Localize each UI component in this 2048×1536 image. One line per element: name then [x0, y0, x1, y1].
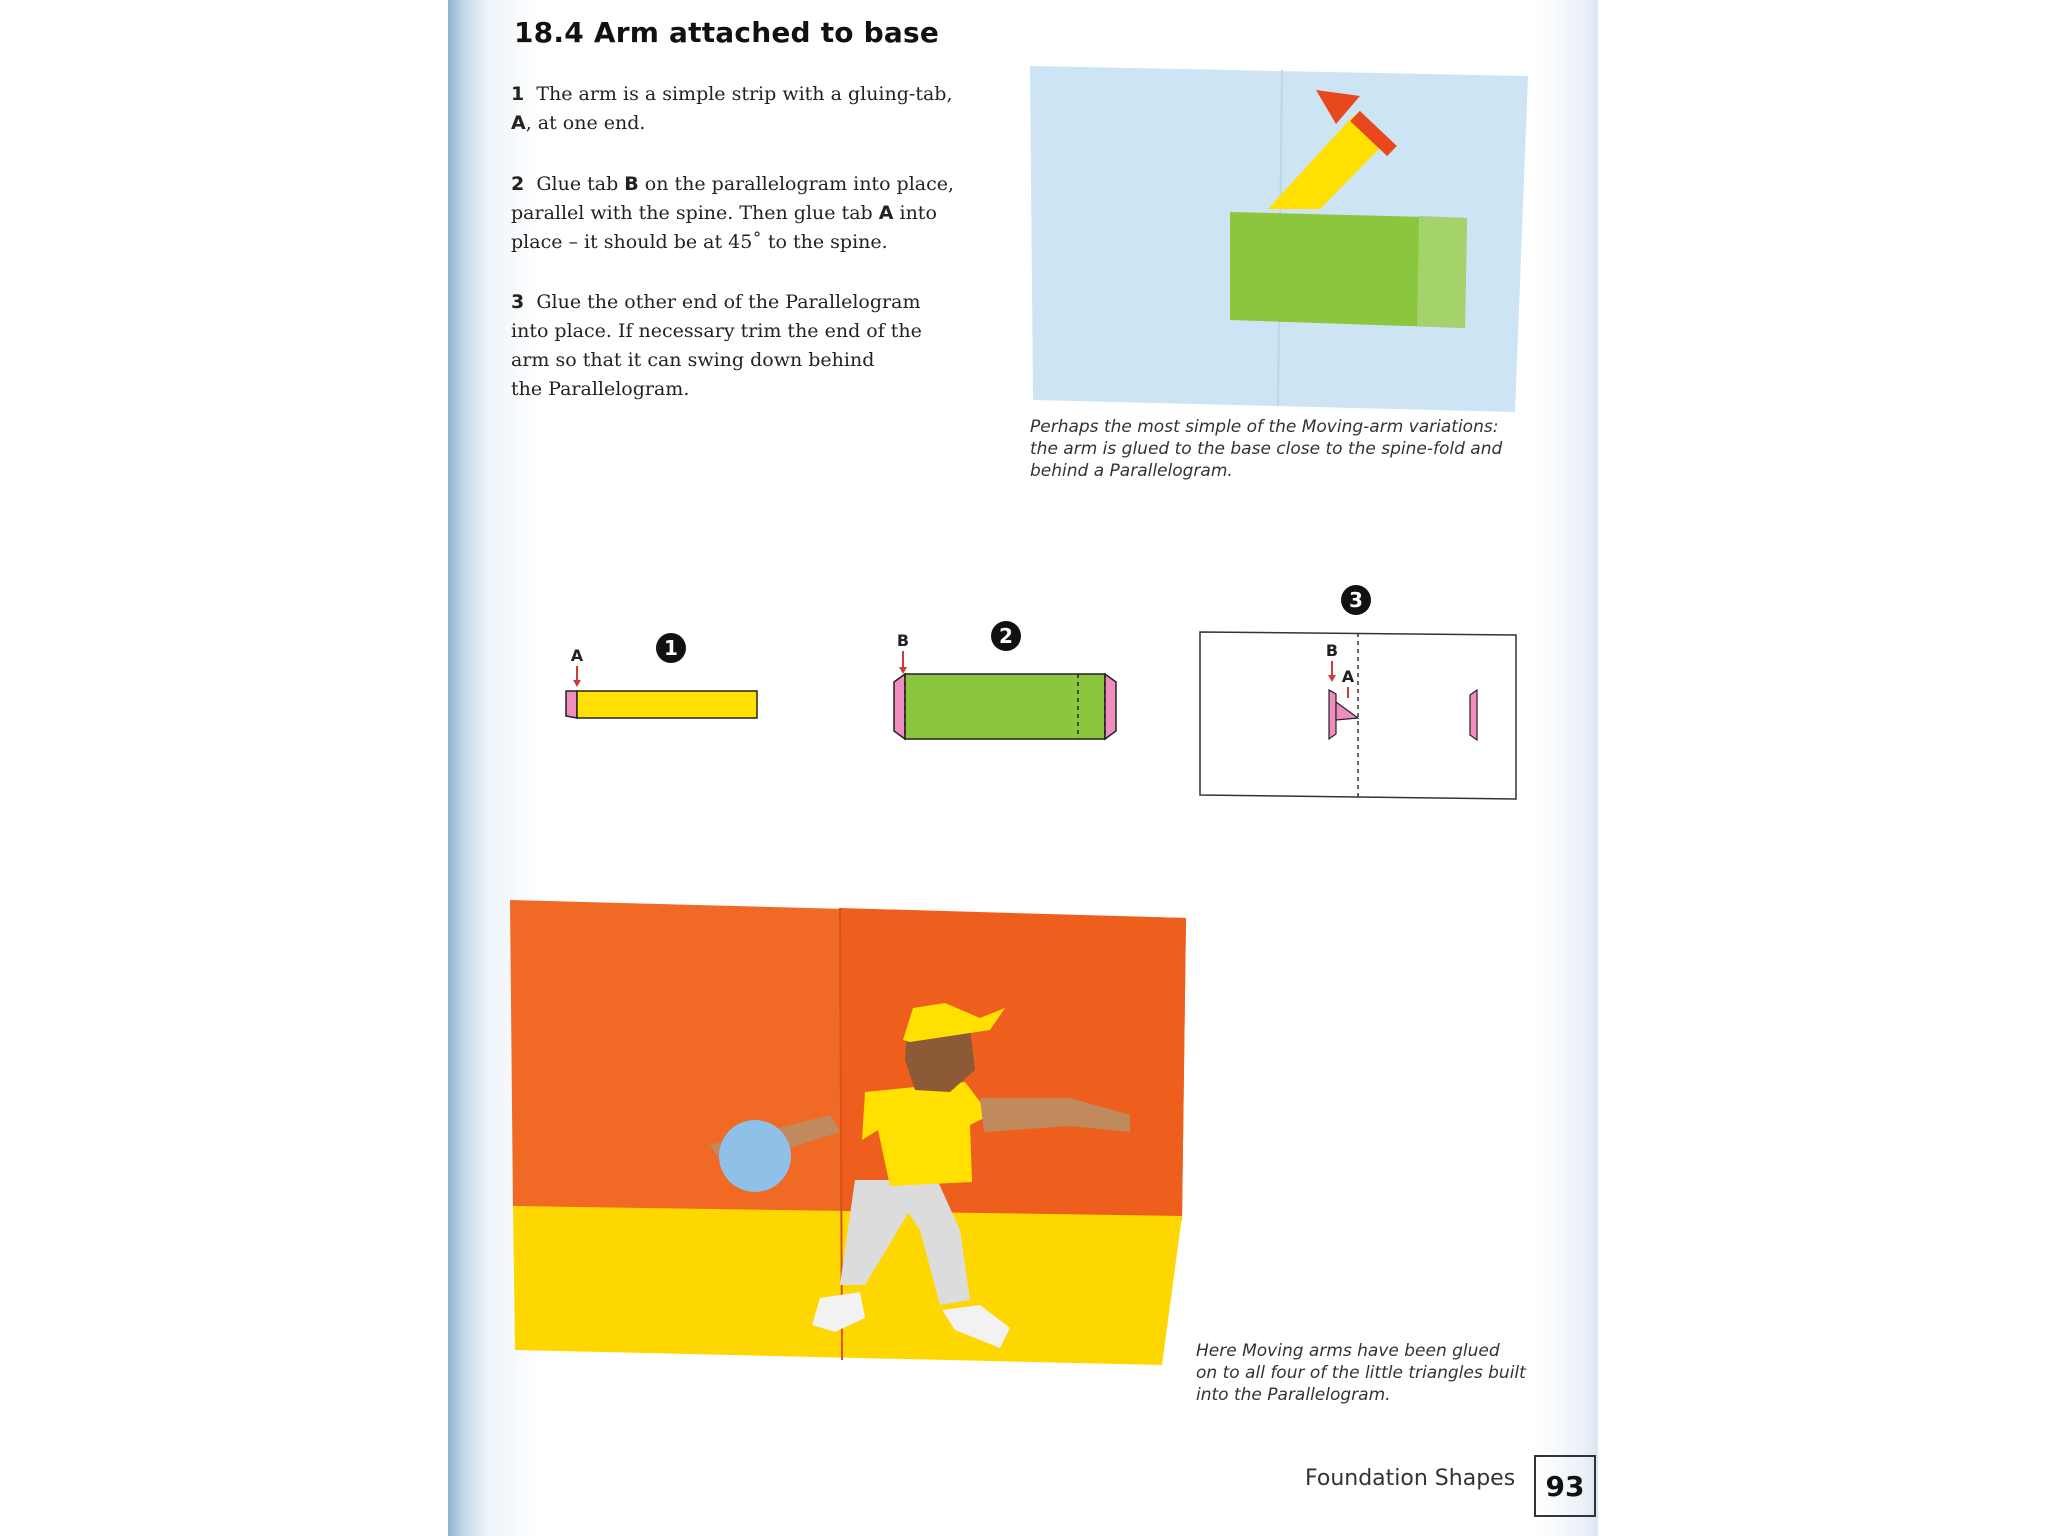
diagram-2-tab-b	[894, 674, 905, 739]
diagram-2-green-panel	[905, 674, 1105, 739]
caption-top-line-2: the arm is glued to the base close to the spine-fold and	[1030, 439, 1503, 459]
diagram-1-badge-number: 1	[664, 636, 678, 660]
caption-bottom-line-3: into the Parallelogram.	[1196, 1385, 1391, 1405]
step-2-tab-b: B	[624, 173, 639, 195]
diagram-1-label-a: A	[570, 646, 584, 665]
caption-bottom-line-1: Here Moving arms have been glued	[1196, 1341, 1500, 1361]
step-2-line-3: place – it should be at 45˚ to the spine.	[511, 231, 888, 253]
step-2	[511, 170, 954, 257]
diagram-3	[1196, 582, 1526, 802]
step-3-line-3: arm so that it can swing down behind	[511, 349, 875, 371]
step-1-line-1: The arm is a simple strip with a gluing-tab,	[536, 83, 953, 105]
diagram-3-label-b: B	[1325, 641, 1339, 660]
step-3-number: 3	[511, 291, 525, 313]
caption-bottom-line-2: on to all four of the little triangles built	[1196, 1363, 1526, 1383]
diagram-2-pointer-head	[899, 667, 907, 674]
step-3-line-1: Glue the other end of the Parallelogram	[536, 291, 921, 313]
step-3-line-4: the Parallelogram.	[511, 378, 690, 400]
caption-top	[1030, 416, 1502, 482]
diagram-1-yellow-strip	[577, 691, 757, 718]
step-1	[511, 80, 953, 138]
step-2-line-1a: Glue tab	[536, 173, 625, 195]
footer-section-name: Foundation Shapes	[1305, 1466, 1516, 1491]
green-card-fold	[1417, 216, 1467, 328]
bowler-popup-photo	[510, 900, 1186, 1370]
diagram-3-tab-b	[1329, 690, 1336, 739]
diagram-2-end-tab	[1105, 674, 1116, 739]
diagram-1-tab-a	[566, 691, 577, 718]
diagram-2-badge-number: 2	[999, 624, 1013, 648]
diagram-3-badge-number: 3	[1349, 588, 1363, 612]
diagram-1-pointer-head	[573, 680, 581, 687]
step-3-line-2: into place. If necessary trim the end of the	[511, 320, 922, 342]
step-1-line-2: , at one end.	[525, 112, 646, 134]
step-2-line-1b: on the parallelogram into place,	[638, 173, 955, 195]
step-2-line-2a: parallel with the spine. Then glue tab	[511, 202, 879, 224]
step-3	[511, 288, 922, 404]
diagram-2	[888, 614, 1138, 744]
caption-bottom	[1196, 1340, 1526, 1406]
caption-top-line-1: Perhaps the most simple of the Moving-arm variations:	[1030, 417, 1499, 437]
step-1-number: 1	[511, 83, 525, 105]
page-number: 93	[1534, 1455, 1596, 1517]
arm-on-base-photo	[1030, 66, 1530, 412]
step-2-line-2b: into	[893, 202, 937, 224]
step-2-number: 2	[511, 173, 525, 195]
diagram-3-end-tab	[1470, 690, 1477, 740]
section-heading: 18.4 Arm attached to base	[514, 16, 940, 49]
caption-top-line-3: behind a Parallelogram.	[1030, 461, 1233, 481]
diagram-2-label-b: B	[896, 631, 910, 650]
diagram-1	[560, 628, 770, 728]
diagram-3-label-a: A	[1341, 667, 1355, 686]
step-1-tab-a: A	[511, 112, 526, 134]
yellow-floor	[513, 1206, 1182, 1365]
step-2-tab-a: A	[878, 202, 894, 224]
ball	[719, 1120, 791, 1192]
